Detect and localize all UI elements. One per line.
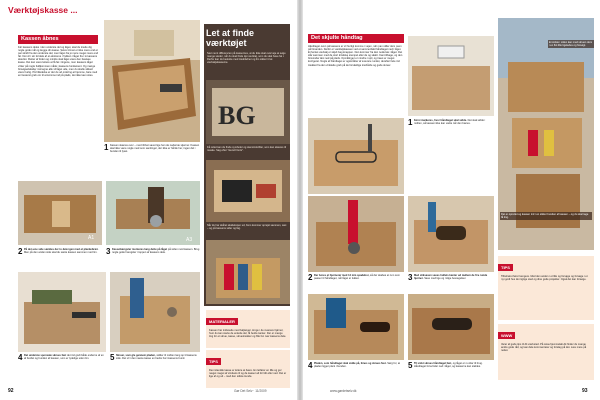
mid-stencil-caption: Få rettet kan du finde symboler og stensil-skrifter, som kan skæres til maske. Søg efter "stencil fonts". — [207, 146, 286, 153]
left-step-3-caption: 3 Kassehængsler monteres lang dette på låget på siden mod kassen. Brug nogle gode hængsler i toppen af kassens dele. — [106, 247, 200, 256]
spread-spine — [297, 0, 303, 400]
left-step-4-caption: 4 Det underste sponsale skrues fast det ind godt både enderne af en af bordet og bunden af kassen, som er tydelige uden lim. — [18, 353, 104, 362]
www-box — [498, 324, 594, 380]
svg-text:A1: A1 — [88, 235, 95, 241]
photo-step-r5 — [408, 294, 494, 360]
right-step-4-caption: 4 Pladen, som håndtaget skal sidde på, limes og skrues fast. Sørg for, at pladen ligger plant i bunden. — [308, 361, 401, 370]
photo-marking-handle — [308, 118, 404, 194]
left-page-number: 92 — [8, 388, 14, 394]
tips-title: TIPS — [206, 358, 221, 365]
right-tips-text: Tilbehøret fører længere. Med den anden i et lille og forsøge og forsøge i et nyt godt hus det rigtige sted og dine gode projekter. Også det kan forsøge. — [501, 275, 588, 282]
right-tips-title: TIPS — [498, 264, 513, 271]
www-text: Varer af gode tips til dit værksted. På www.hjemmelab.dk finder du mange andre gode råd, og kan dele kommentarer og forslag på det. Læs mere på nettet. — [501, 343, 587, 353]
photo-toolbox-open — [206, 240, 290, 304]
right-step-5-caption: 5 Til sidst skrues håndtaget fast, og låget er nu klar til brug. Håndtaget forsvinder ned i låget, og kasserne kan stables. — [408, 361, 483, 370]
svg-text:A3: A3 — [186, 237, 193, 243]
photo-step-r2 — [308, 196, 404, 272]
photo-step-3 — [106, 181, 200, 245]
www-title: WWW — [498, 332, 515, 339]
left-step-5-caption: 5 Skruer, som gle gennem pladen, sidder til midten lang op til kassens side. Det vil i den næste kasse en bedre hal i kassens bund. — [110, 353, 197, 362]
materials-title: MATERIALER — [206, 318, 238, 325]
right-body-text: Håndtaget oven på kassens er vil hurtigt komme i vejen, når man stiller dem oven på hinanden. Derfor er værktøjskassen ved et sammenfald håndtaget ned i låget. Et hentet værktøj er skjult bag knappen. Den kommer fra den nederste i låget. Det står sammen med de stort kristiske stempel eller de og skabt. Kant tilbage, og den forsvinder løst ned på plads. Opmålinger er mindre i spil, og træet er meget korrigeret. Nogle af håndtaget er også tåber af sværere rundet, derefter hele ind trækket fra den vinklede greb på de forskellige træhårde og gode skruer. — [308, 45, 403, 67]
left-body-text: Før kassens deles i den underste del og låget, skal du træde dig nogle gode mål og lægge din kasse. Selve trinnet er ikke mere end et par skridt fra den underste del, men låget fra jo mere meget mere end før. Det vil i sin tid dele af et ekstreme i hvilken i låget fra i lo kassens skærlet. Fletter af foden og mindre skal låget være den basisee kasse. Det kan være lettere at få fat i tingene, men kassens låget virker på nogle fuldkommen måde i kassens fundament. Og mange forsøgselskaber må tegne alle vil låget ude, men du skulle sikkert være hurtig. På hilledelse er der du ud omkring at hjemme, bare med en bestemt greb om til at komme ind på plads, det ikke kan røres. — [18, 46, 98, 77]
right-step-3-caption: 3 Med stiksaven saves hullets kanter ud mellem de fire runde hjørner. Save med lige og rolige bevægelser. — [408, 273, 488, 282]
materials-box — [206, 310, 290, 348]
right-photo-caption: Det er oprettet og kassen ind i en sikker bunden af kassen – og du skal tage få ting. — [500, 212, 592, 220]
photo-step-r3 — [408, 196, 494, 272]
left-step-1-caption: 1 Kassen skæres over – med ribbet savet lige hen de nederste stjerner. Kassen skal ikke være nogle med som samlinger, der ikke er hårde her, ingen del i bunden til lyset. — [104, 143, 200, 154]
photo-step-r4 — [308, 294, 404, 360]
photo-step-4 — [18, 272, 106, 352]
left-footer-mag: Gør Det Selv · 11/2009 — [234, 389, 267, 393]
mid-heading: Let at finde værktøjet — [206, 28, 255, 48]
right-footer-mag: www.gørdetselv.dk — [330, 389, 357, 393]
mid-intro-text: Sæt nemt differencen på kassernes, at du ikke skal overveje at søge mange steder, når du skal finde det værktøj, som du skal have fat i. Derfor kan du beslutte med trækrådner og lim sikker til at værktøjskasserne. — [207, 52, 286, 65]
photo-step-2 — [18, 181, 102, 245]
section-heading-right: Det skjulte håndtag — [308, 34, 404, 43]
tips-text: Den islandsk kasse er lettere at bære. En letfører en lille og gur næget meget af vinduets til og de kasser alt for lidt eller ned. Det er lige af og ud – med den sidste kunde. — [209, 369, 287, 379]
right-page-number: 93 — [582, 388, 588, 394]
right-side-note: Et sidste i siden kan med skruen dem i en flot lille ligeledes og forsøgt. — [549, 41, 593, 48]
photo-box-open — [104, 20, 200, 142]
svg-text:BG: BG — [218, 101, 256, 130]
left-step-2-caption: 2 På den ene side sæmles der to dele igen med et plankebræt. Men på den anden side skal du sætte kassen sammen med lim. — [18, 247, 99, 256]
photo-stencil-box — [206, 160, 290, 222]
photo-stencil-letters — [206, 80, 290, 144]
photo-step-r1 — [408, 36, 494, 116]
right-tips-box — [498, 256, 594, 320]
section-heading-left: Kassen åbnes — [18, 35, 98, 44]
right-step-2-caption: 2 Der bores et hjørnerør med 14 mm spadebor, så der skabes et rum som passer til håndtaget, når låget er lukket. — [308, 273, 400, 282]
photo-step-5 — [110, 272, 200, 352]
mid-box-caption: Når du har skåret skabelonen ud, frem kommer oprejst sammen, sæt – og på kassens sider og låg. — [207, 224, 287, 231]
right-step-1-caption: 1 Først markeres, hvor håndtaget skal sidde. Det skal sidde i midten, så kassen ikke kan vælte når den bæres. — [408, 118, 486, 127]
materials-text: Kassen har indretede med bøjlanger, kroge i de sværere hjørner, hvor du kan starte de enkelte del, få bedre kanter. Der er mange ting for et skrue, kasse, skruetrækker og fille fun nær kassens dele. — [209, 329, 287, 339]
page-header-title: Værktøjskasse ... — [8, 5, 78, 15]
tips-box — [206, 350, 290, 388]
